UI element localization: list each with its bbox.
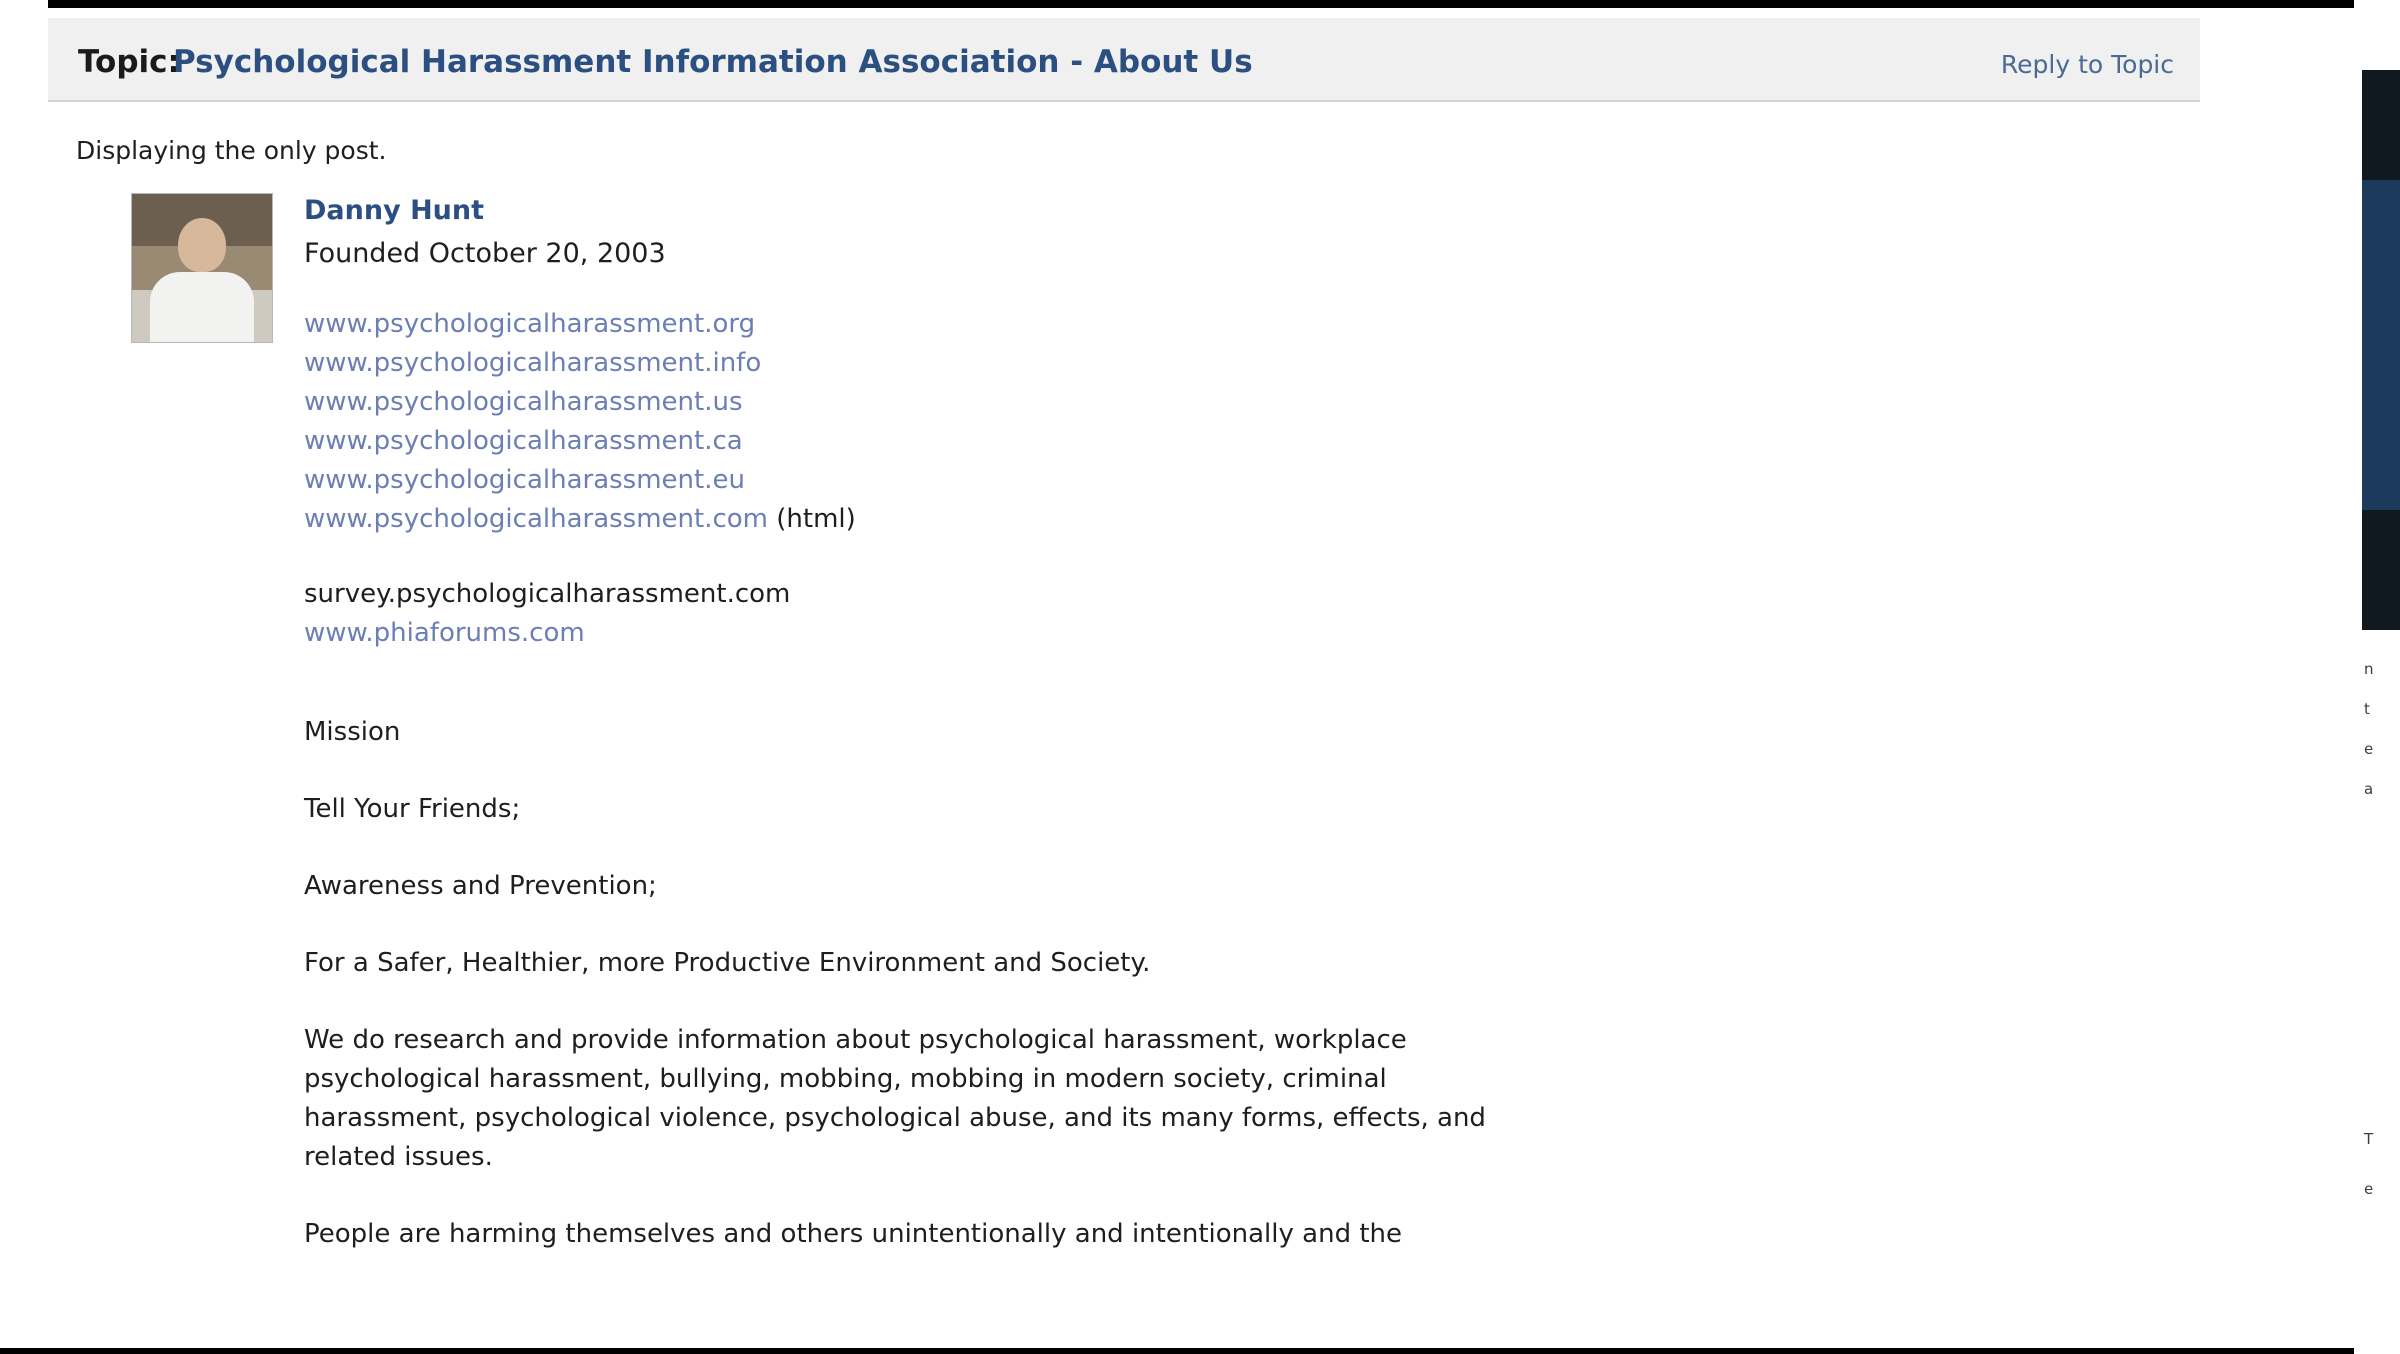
post-paragraph: We do research and provide information about psychological harassment, workplace psychological harassment, bullying, mobbing, mobbing in modern society, criminal harassment, psychological violence, psychological abuse, and its many forms, effects, and related issues. bbox=[304, 1025, 1486, 1172]
list-item: survey.psychologicalharassment.com bbox=[304, 579, 791, 609]
post-author-link[interactable]: Danny Hunt bbox=[304, 195, 485, 226]
adjacent-page-fragment bbox=[2354, 0, 2400, 1354]
fragment-text-line: t bbox=[2364, 700, 2370, 718]
avatar-head bbox=[178, 218, 226, 272]
list-item[interactable] bbox=[304, 422, 2296, 461]
post-paragraph: For a Safer, Healthier, more Productive Environment and Society. bbox=[304, 948, 1151, 978]
link-suffix: (html) bbox=[768, 504, 856, 534]
fragment-text-line: e bbox=[2364, 1180, 2374, 1198]
post-founded-date: Founded October 20, 2003 bbox=[304, 238, 666, 269]
link-text: www.psychologicalharassment.org bbox=[304, 309, 756, 339]
avatar[interactable] bbox=[131, 193, 273, 343]
topic-header-bar bbox=[48, 18, 2200, 102]
forum-content-column bbox=[48, 8, 2296, 1348]
list-item[interactable] bbox=[304, 461, 2296, 500]
post-paragraph: Awareness and Prevention; bbox=[304, 871, 657, 901]
fragment-blue-patch bbox=[2362, 180, 2400, 510]
frame-top-border bbox=[0, 0, 2400, 8]
avatar-shirt bbox=[150, 272, 254, 342]
topic-label: Topic: bbox=[78, 44, 180, 80]
reply-to-topic-link[interactable]: Reply to Topic bbox=[2000, 50, 2174, 79]
link-text: www.psychologicalharassment.eu bbox=[304, 465, 745, 495]
secondary-link-list bbox=[304, 575, 2296, 653]
list-item[interactable] bbox=[304, 344, 2296, 383]
list-item[interactable] bbox=[304, 383, 2296, 422]
fragment-dark-block bbox=[2362, 70, 2400, 630]
post-paragraph: Tell Your Friends; bbox=[304, 794, 521, 824]
fragment-text-line: T bbox=[2364, 1130, 2374, 1148]
primary-link-list bbox=[304, 305, 2296, 539]
displaying-post-note: Displaying the only post. bbox=[76, 136, 387, 165]
post-body bbox=[304, 193, 2296, 1254]
post-paragraph: Mission bbox=[304, 717, 401, 747]
fragment-text-line: n bbox=[2364, 660, 2374, 678]
frame-bottom-border bbox=[0, 1348, 2400, 1354]
frame-left-margin bbox=[0, 0, 48, 1354]
post-paragraph: People are harming themselves and others unintentionally and intentionally and the bbox=[304, 1219, 1403, 1249]
list-item[interactable]: www.phiaforums.com bbox=[304, 618, 585, 648]
link-text: www.psychologicalharassment.ca bbox=[304, 426, 743, 456]
link-text: www.psychologicalharassment.us bbox=[304, 387, 743, 417]
post-row bbox=[76, 193, 2296, 1254]
topic-title: Psychological Harassment Information Association - About Us bbox=[173, 44, 1253, 80]
link-text: www.psychologicalharassment.info bbox=[304, 348, 762, 378]
post-area bbox=[48, 136, 2296, 1254]
link-text: www.psychologicalharassment.com bbox=[304, 504, 769, 534]
fragment-text-line: a bbox=[2364, 780, 2374, 798]
fragment-text-line: e bbox=[2364, 740, 2374, 758]
list-item[interactable] bbox=[304, 305, 2296, 344]
list-item[interactable] bbox=[304, 500, 2296, 539]
